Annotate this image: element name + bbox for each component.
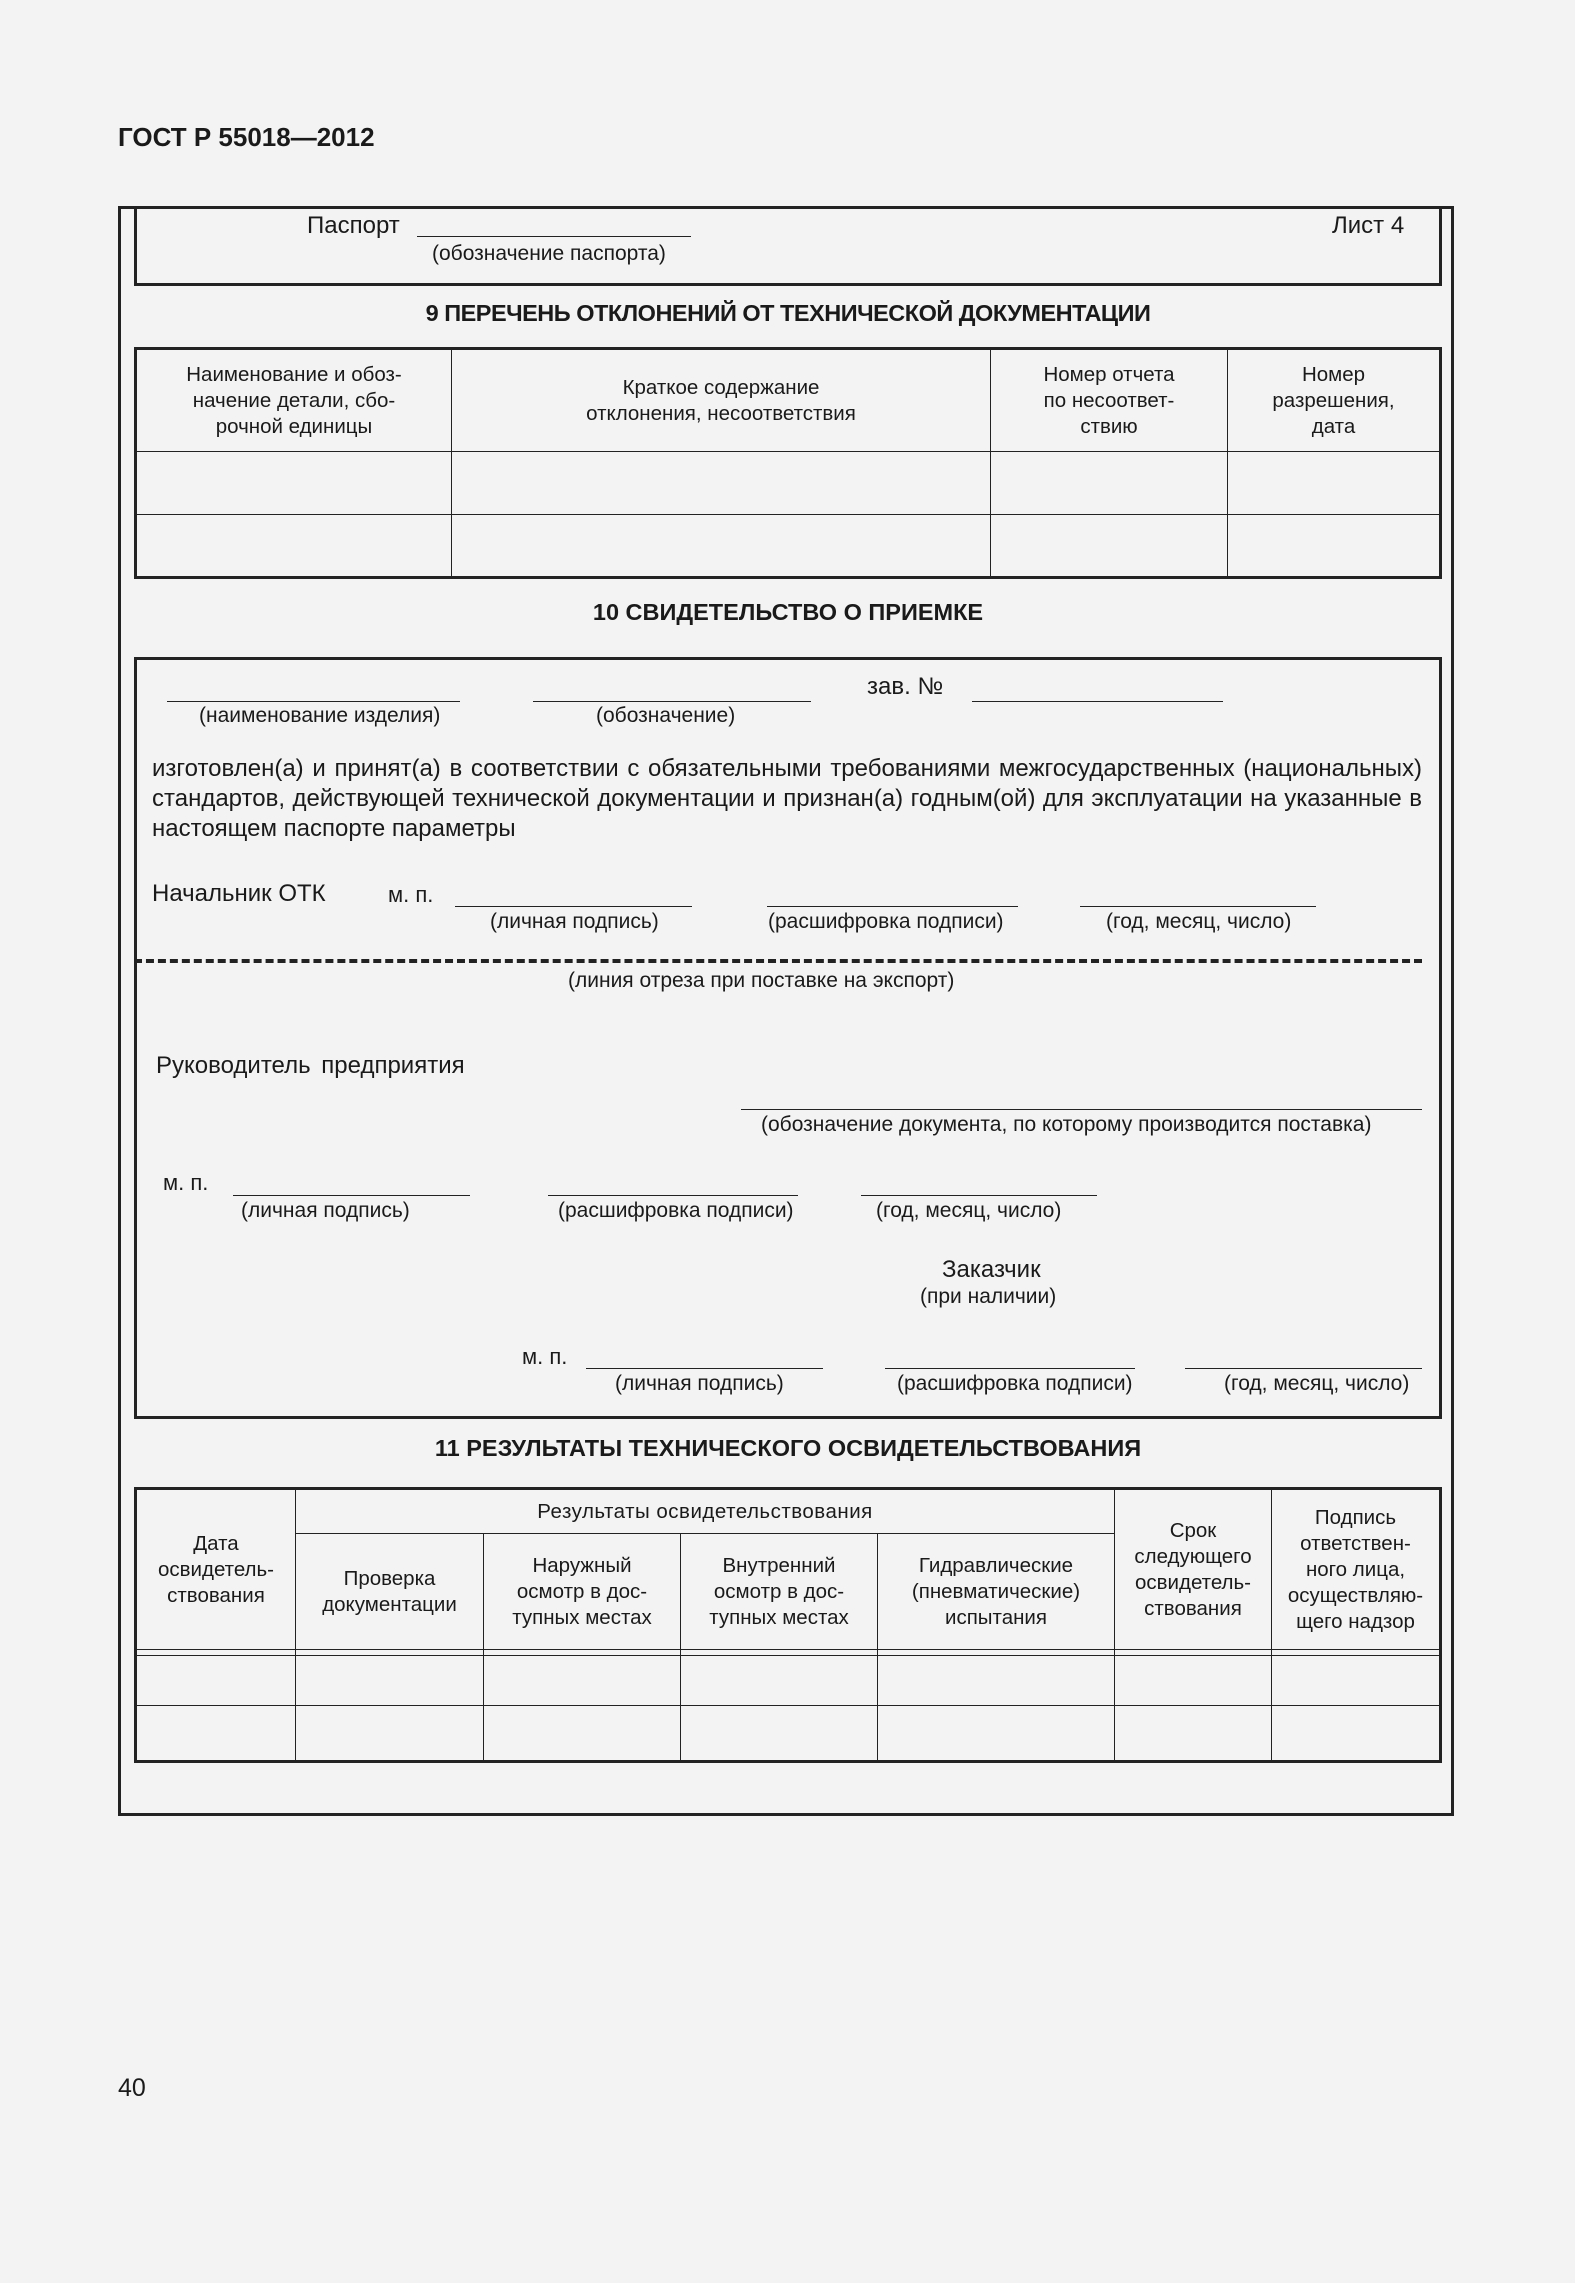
col-next-inspection: Срок следующего освидетель- ствования [1115,1489,1272,1650]
document-header: ГОСТ Р 55018—2012 [118,122,375,152]
product-caption: (наименование изделия) [199,704,441,727]
otk-decode-line [767,906,1018,907]
sheet-label: Лист 4 [1332,212,1405,239]
designation-line [533,701,811,702]
customer-decode-caption: (расшифровка подписи) [897,1372,1133,1395]
section9-title: 9 ПЕРЕЧЕНЬ ОТКЛОНЕНИЙ ОТ ТЕХНИЧЕСКОЙ ДОКУМЕНТАЦИИ [425,300,1151,326]
customer-date-line [1185,1368,1422,1369]
page-number: 40 [118,2074,146,2102]
head-sign-caption: (личная подпись) [241,1199,410,1222]
passport-label: Паспорт [307,212,400,239]
col-report-number: Номер отчета по несоответ- ствию [991,349,1228,452]
head-sign-line [233,1195,470,1196]
designation-caption: (обозначение) [596,704,736,727]
col-doc-check: Проверка документации [296,1534,484,1650]
customer-note: (при наличии) [920,1285,1057,1308]
col-deviation: Краткое содержание отклонения, несоответствия [452,349,991,452]
otk-sign-line [455,906,692,907]
col-hydraulic-test: Гидравлические (пневматические) испытания [878,1534,1115,1650]
customer-mp: м. п. [522,1344,568,1369]
head-mp: м. п. [163,1170,209,1195]
supply-doc-caption: (обозначение документа, по которому производится поставка) [761,1113,1372,1136]
col-inspection-date: Дата освидетель- ствования [136,1489,296,1650]
customer-label: Заказчик [942,1256,1041,1283]
serial-line [972,701,1223,702]
otk-date-caption: (год, месяц, число) [1106,910,1292,933]
col-part-name: Наименование и обоз- начение детали, сбо- рочной единицы [136,349,452,452]
results-group-header: Результаты освидетельствования [296,1489,1115,1534]
head-date-caption: (год, месяц, число) [876,1199,1062,1222]
passport-caption: (обозначение паспорта) [432,242,666,265]
table-row [136,515,1441,578]
customer-sign-caption: (личная подпись) [615,1372,784,1395]
customer-sign-line [586,1368,823,1369]
cut-line-caption: (линия отреза при поставке на экспорт) [568,969,955,992]
deviations-table [134,347,1442,579]
col-internal-exam: Внутренний осмотр в дос- тупных местах [681,1534,878,1650]
section10-title: 10 СВИДЕТЕЛЬСТВО О ПРИЕМКЕ [592,599,984,625]
head-date-line [861,1195,1097,1196]
supply-doc-line [741,1109,1422,1110]
col-external-exam: Наружный осмотр в дос- тупных местах [484,1534,681,1650]
table-row [136,1656,1441,1706]
inspection-table [134,1487,1442,1763]
otk-sign-caption: (личная подпись) [490,910,659,933]
cut-line [134,959,1422,963]
head-decode-caption: (расшифровка подписи) [558,1199,794,1222]
col-supervisor-sign: Подпись ответствен- ного лица, осуществляю- щего надзор [1272,1489,1441,1650]
otk-mp: м. п. [388,882,434,907]
acceptance-text: изготовлен(а) и принят(а) в соответствии с обязательными требованиями межгосударственных (национальных) стандартов, действующей технической документации и признан(а) годным(ой) для эксплуатации на указанные в настоящем паспорте параметры [152,755,1422,842]
head-decode-line [548,1195,798,1196]
table-row [136,1706,1441,1762]
otk-label: Начальник ОТК [152,880,326,907]
serial-label: зав. № [867,673,944,700]
section11-title: 11 РЕЗУЛЬТАТЫ ТЕХНИЧЕСКОГО ОСВИДЕТЕЛЬСТВОВАНИЯ [434,1435,1142,1461]
customer-date-caption: (год, месяц, число) [1224,1372,1410,1395]
product-line [167,701,460,702]
col-permit: Номер разрешения, дата [1228,349,1441,452]
passport-line [417,236,691,237]
otk-date-line [1080,906,1316,907]
head-label: Руководитель предприятия [156,1052,465,1079]
table-row [136,452,1441,515]
customer-decode-line [885,1368,1135,1369]
otk-decode-caption: (расшифровка подписи) [768,910,1004,933]
